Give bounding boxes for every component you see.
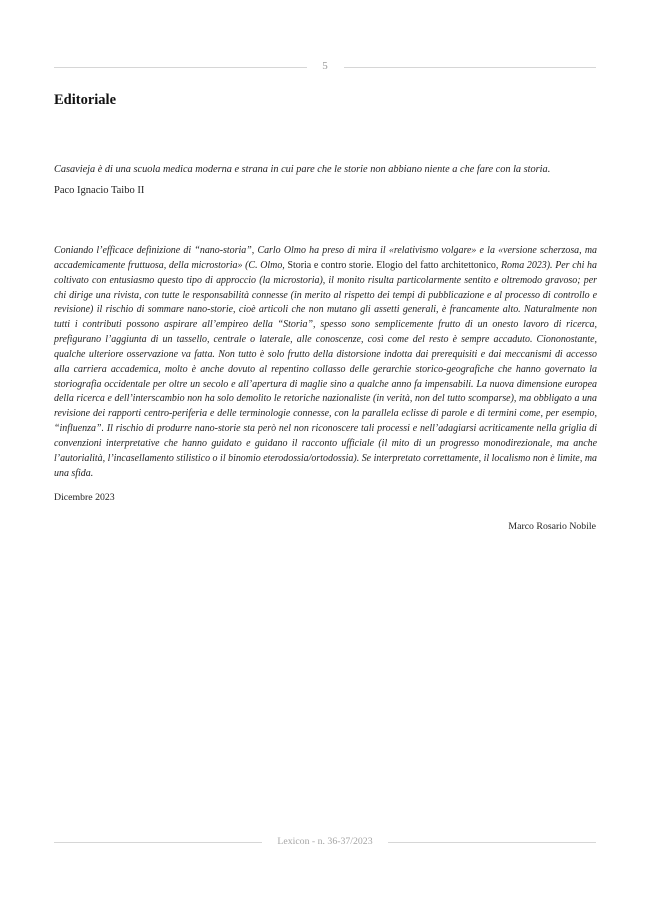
footer-journal-reference: Lexicon - n. 36-37/2023 <box>277 836 373 847</box>
page-number: 5 <box>322 60 328 72</box>
author-signature: Marco Rosario Nobile <box>508 521 596 532</box>
header-rule-right <box>344 67 596 68</box>
epigraph-quote: Casavieja è di una scuola medica moderna e strana in cui pare che le storie non abbiano niente a che fare con la storia. <box>54 164 551 175</box>
body-text-part-2: , Roma 2023). Per chi ha coltivato con entusiasmo questo tipo di approccio (la microstoria), il monito risulta particolarmente sentito e oltremodo gravoso; per chi dirige una rivista, con tutte le responsabilità connesse (in merito al rispetto dei tempi di pubblicazione e al processo di controllo e revisione) il rischio di sommare nano-storie, cioè articoli che non mutano gli assetti generali, è francamente alto. Naturalmente non tutti i contributi possono aspirare all’empireo della “Storia”, spesso sono semplicemente frutto di un onesto lavoro di ricerca, prefigurano l’aggiunta di un tassello, centrale o laterale, alle conoscenze, così come del resto è sempre accaduto. Ciononostante, qualche ulteriore osservazione va fatta. Non tutto è solo frutto della distorsione indotta dai prerequisiti e dai meccanismi di accesso alla carriera accademica, molto è anche dovuto al repentino collasso delle gerarchie storico-geografiche che hanno governato la storiografia occidentale per oltre un secolo e all’apertura di maglie sino a qualche anno fa impensabili. La nuova dimensione europea della ricerca e dell’interscambio non ha solo demolito le retoriche nazionaliste (in verità, non del tutto scomparse), ma obbligato a una revisione dei rapporti centro-periferia e delle terminologie connesse, con la parallela eclisse di parole e di termini come, per esempio, “influenza”. Il rischio di produrre nano-storie sta però nel non riconoscere tali processi e nell’adagiarsi acriticamente nella griglia di convenzioni interpretative che hanno guidato e guidano il racconto ufficiale (il mito di un progresso monodirezionale, ma anche l’autorialità, l’incasellamento stilistico o il binomio eterodossia/ortodossia). Se interpretato correttamente, il localismo non è limite, ma una sfida. <box>54 259 597 479</box>
page-title: Editoriale <box>54 92 117 108</box>
editorial-body <box>54 244 597 482</box>
editorial-date: Dicembre 2023 <box>54 492 115 503</box>
cited-book-title: Storia e contro storie. Elogio del fatto architettonico <box>287 259 496 271</box>
footer-rule-right <box>388 842 596 843</box>
body-text-part-1: Coniando l’efficace definizione di “nano-storia”, Carlo Olmo ha preso di mira il «relativismo volgare» e la «versione scherzosa, ma accademicamente fruttuosa, della microstoria» (C. Olmo, <box>54 245 597 271</box>
epigraph-author: Paco Ignacio Taibo II <box>54 185 145 196</box>
